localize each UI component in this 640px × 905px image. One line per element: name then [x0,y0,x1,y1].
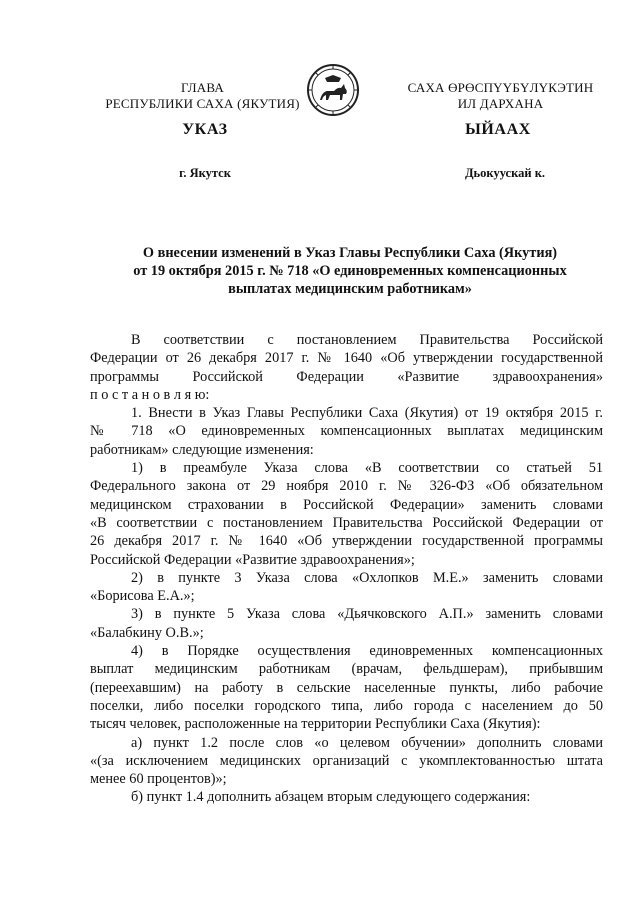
city-ru: г. Якутск [179,166,231,180]
body-line: Российской Федерации «Развитие здравоохранения»; [90,551,415,568]
body-line: менее 60 процентов)»; [90,771,227,788]
body-line: Федерального закона от 29 ноября 2010 г. № 326-ФЗ «Об обязательном [90,478,603,495]
document-body [90,331,603,807]
body-line: «(за исключением медицинских организаций с укомплектованностью штата [90,752,603,769]
doc-type-sakha: ЫЙААХ [465,121,531,138]
header-left [95,80,310,112]
body-line: тысяч человек, расположенные на территории Республики Саха (Якутия): [90,716,541,733]
title-line: от 19 октября 2015 г. № 718 «О единовременных компенсационных [133,263,567,279]
body-line: 3) в пункте 5 Указа слова «Дьячковского А.П.» заменить словами [131,606,603,623]
body-line: «Борисова Е.А.»; [90,588,195,605]
body-line: а) пункт 1.2 после слов «о целевом обучении» дополнить словами [131,734,603,751]
header-right-line1: САХА ӨРӨСПҮҮБҮЛҮКЭТИН [407,80,594,95]
body-line: Федерации от 26 декабря 2017 г. № 1640 «Об утверждении государственной [90,350,603,367]
body-line: выплат медицинским работникам (врачам, фельдшерам), прибывшим [90,661,603,678]
city-sakha: Дьокуускай к. [464,166,546,180]
body-line: 1. Внести в Указ Главы Республики Саха (Якутия) от 19 октября 2015 г. [131,405,603,422]
body-line: программы Российской Федерации «Развитие здравоохранения» [90,368,603,385]
coat-of-arms-emblem [303,62,363,118]
decree-word: п о с т а н о в л я ю: [90,386,210,403]
header-right [388,80,613,112]
body-line: медицинском страховании в Российской Федерации» заменить словами [90,496,603,513]
body-line: 4) в Порядке осуществления единовременных компенсационных [131,643,603,660]
body-line: «Балабкину О.В.»; [90,624,204,641]
document-title [95,244,605,298]
title-line: О внесении изменений в Указ Главы Республики Саха (Якутия) [142,245,558,261]
body-line: работникам» следующие изменения: [90,441,314,458]
body-line: поселки, либо поселки городского типа, либо города с населением до 50 [90,697,603,714]
header-right-line2: ИЛ ДАРХАНА [457,96,544,111]
body-line: 26 декабря 2017 г. № 1640 «Об утверждении государственной программы [90,533,603,550]
body-line: В соответствии с постановлением Правительства Российской [131,332,603,348]
body-line: б) пункт 1.4 дополнить абзацем вторым следующего содержания: [131,789,531,806]
title-line: выплатах медицинским работникам» [228,281,472,297]
body-line: 2) в пункте 3 Указа слова «Охлопков М.Е.» заменить словами [131,569,603,586]
header-left-line2: РЕСПУБЛИКИ САХА (ЯКУТИЯ) [105,96,300,111]
body-line: (переехавшим) на работу в сельские населенные пункты, либо рабочие [90,679,603,696]
body-line: «В соответствии с постановлением Правительства Российской Федерации от [90,514,603,531]
body-line: 1) в преамбуле Указа слова «В соответствии со статьей 51 [131,460,603,477]
header-left-line1: ГЛАВА [181,80,224,95]
doc-type-ru: УКАЗ [182,121,228,138]
body-line: № 718 «О единовременных компенсационных выплатах медицинским [90,423,603,440]
